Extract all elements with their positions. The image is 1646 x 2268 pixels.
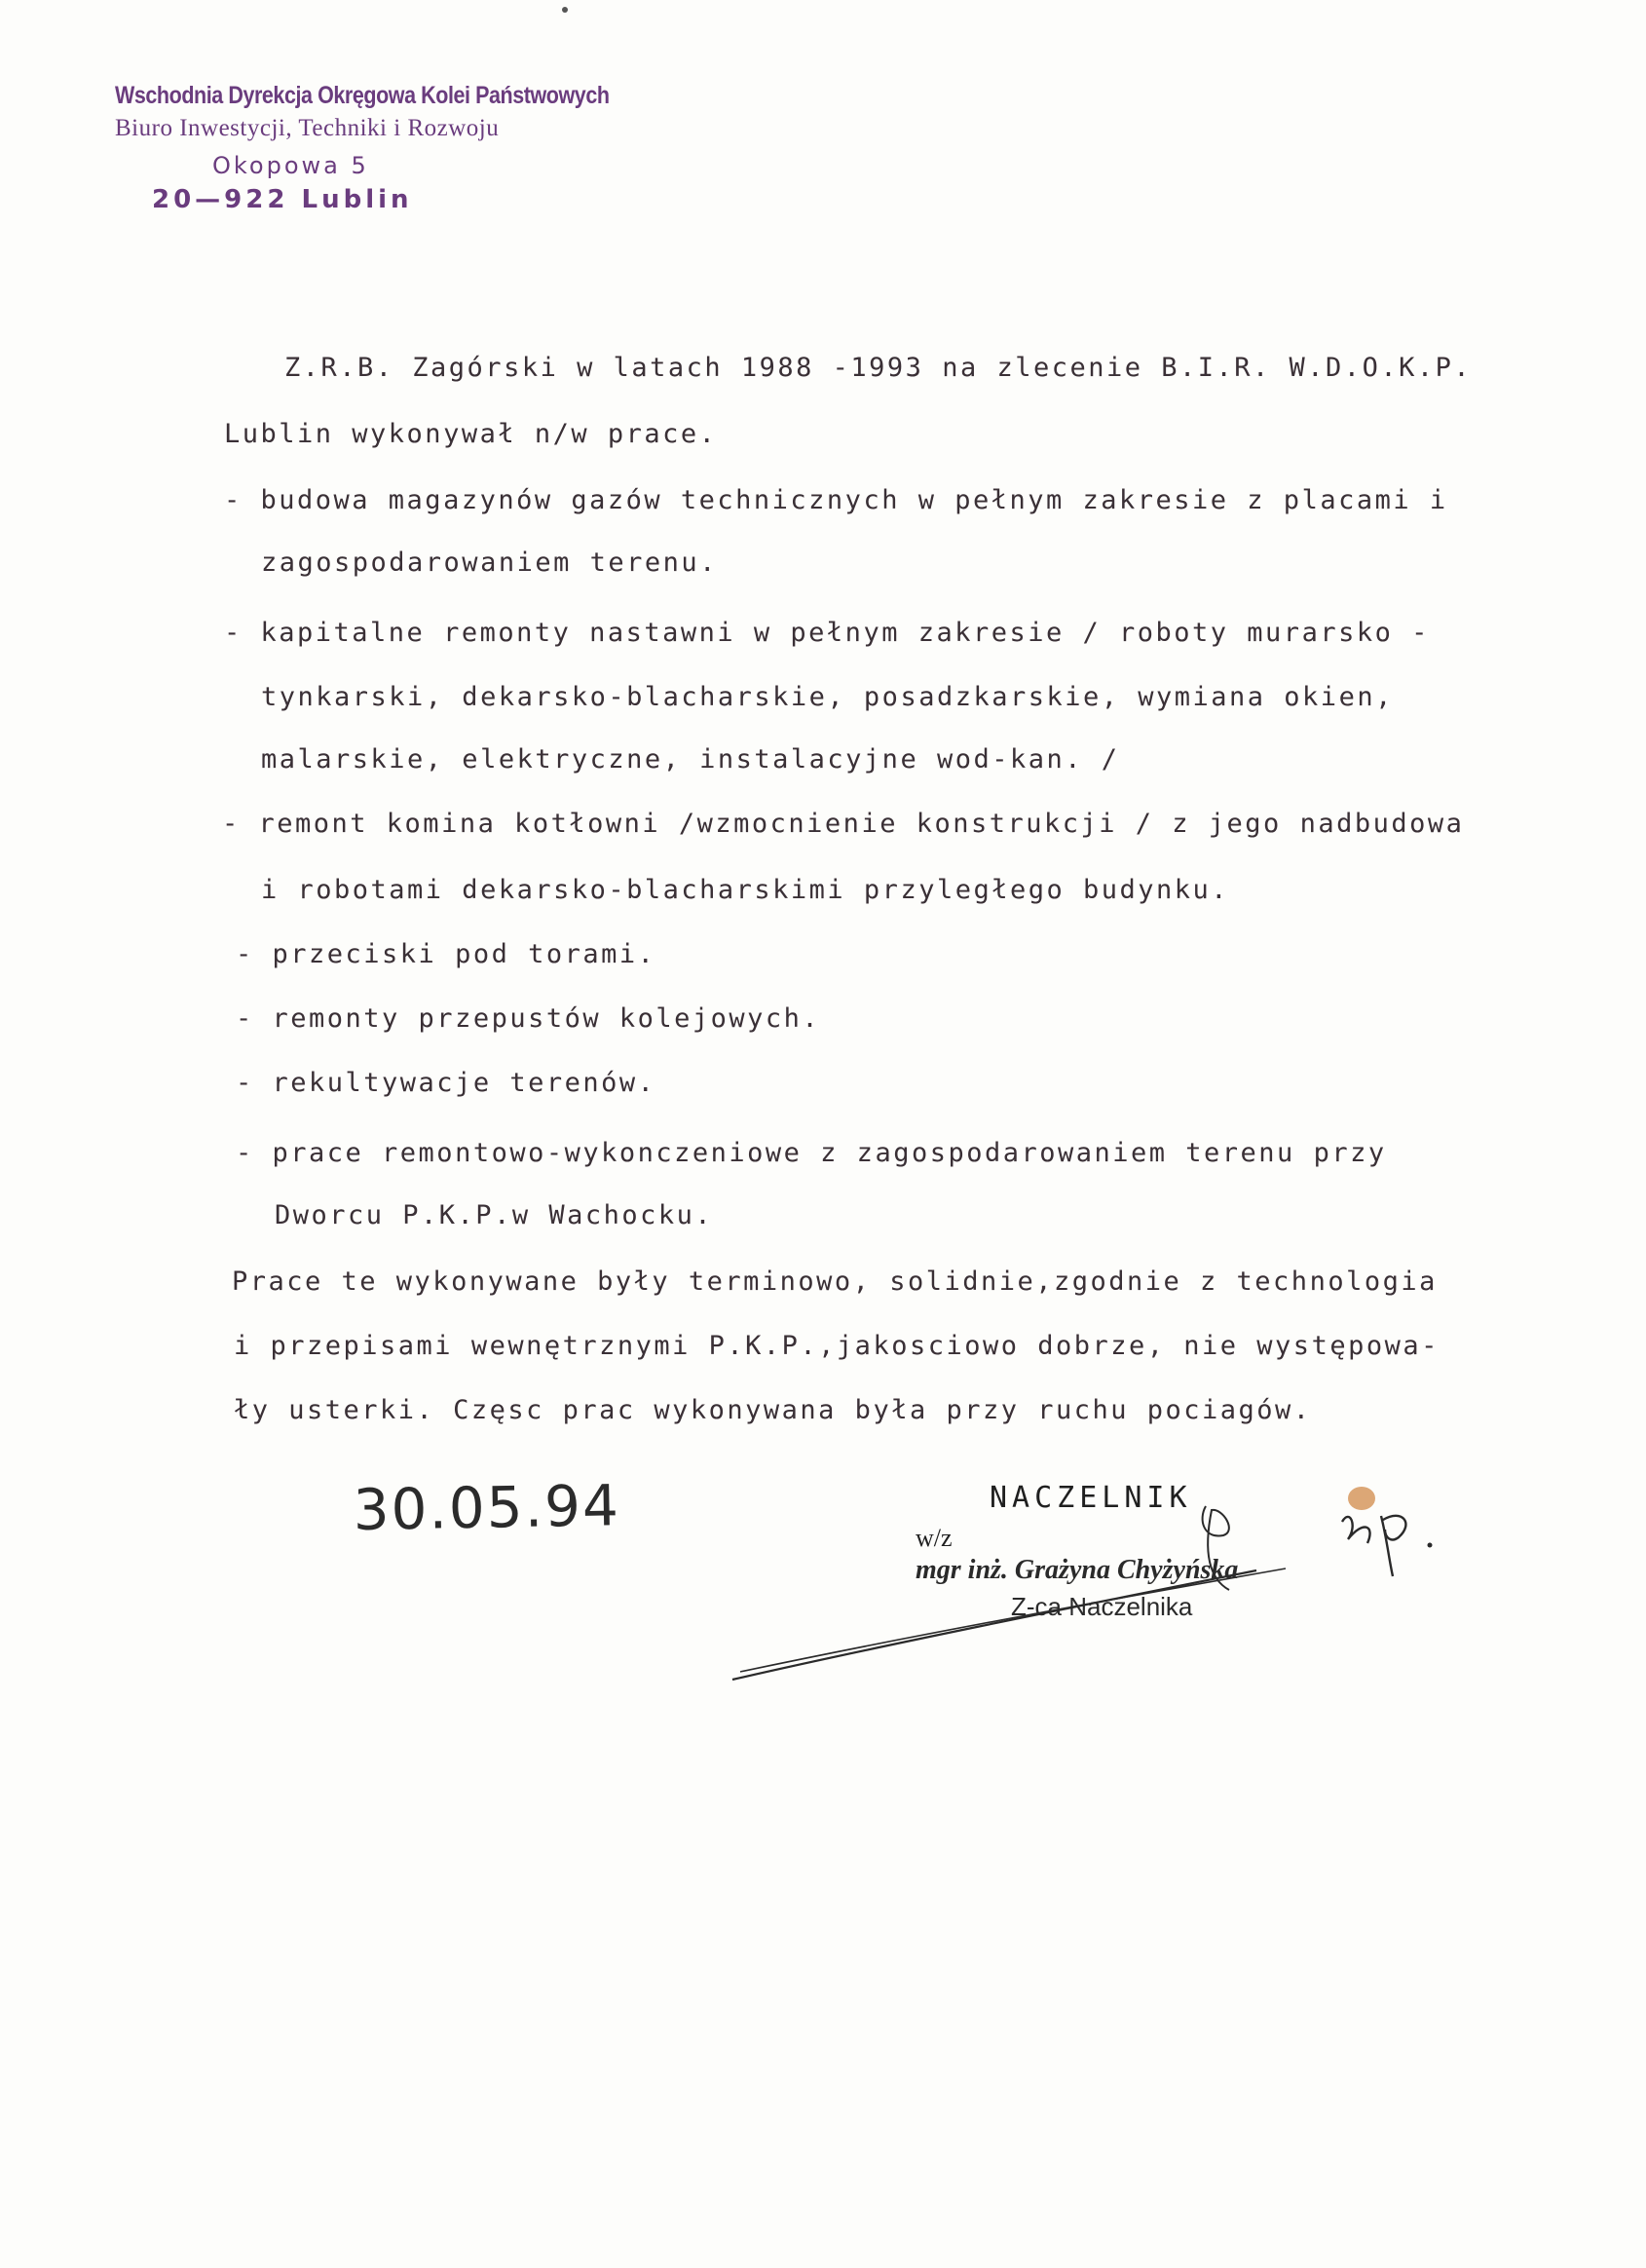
letterhead-stamp-line3: Okopowa 5 — [212, 152, 369, 179]
body-line: i robotami dekarsko-blacharskimi przyległego budynku. — [261, 875, 1230, 905]
body-line: tynkarski, dekarsko-blacharskie, posadzkarskie, wymiana okien, — [261, 682, 1394, 712]
handwritten-date: 30.05.94 — [353, 1472, 621, 1543]
signature-role: Z-ca Naczelnika — [1011, 1592, 1193, 1621]
body-line: malarskie, elektryczne, instalacyjne wod-kan. / — [261, 744, 1120, 775]
letterhead-stamp-line2: Biuro Inwestycji, Techniki i Rozwoju — [115, 115, 500, 141]
body-line: ły usterki. Częsc prac wykonywana była przy ruchu pociagów. — [234, 1395, 1312, 1425]
body-line: zagospodarowaniem terenu. — [261, 548, 718, 578]
body-line: Dworcu P.K.P.w Wachocku. — [275, 1200, 714, 1230]
body-line: - kapitalne remonty nastawni w pełnym zakresie / roboty murarsko - — [224, 618, 1430, 648]
body-line: - rekultywacje terenów. — [236, 1068, 656, 1098]
letterhead-stamp-line1: Wschodnia Dyrekcja Okręgowa Kolei Państwowych — [115, 82, 610, 109]
body-line: - remonty przepustów kolejowych. — [236, 1003, 821, 1034]
signature-wz: w/z — [916, 1524, 953, 1552]
body-line: - przeciski pod torami. — [236, 939, 656, 969]
body-line: Prace te wykonywane były terminowo, solidnie,zgodnie z technologia — [232, 1266, 1438, 1297]
body-line: - remont komina kotłowni /wzmocnienie konstrukcji / z jego nadbudowa — [222, 809, 1465, 839]
body-line: - budowa magazynów gazów technicznych w pełnym zakresie z placami i — [224, 485, 1448, 515]
letterhead-stamp-line4: 20—922 Lublin — [152, 185, 413, 214]
body-line: i przepisami wewnętrznymi P.K.P.,jakosciowo dobrze, nie występowa- — [234, 1331, 1440, 1361]
signature-name: mgr inż. Grażyna Chyżyńska — [916, 1555, 1239, 1585]
stain-mark — [1348, 1487, 1375, 1510]
body-line: Z.R.B. Zagórski w latach 1988 -1993 na zlecenie B.I.R. W.D.O.K.P. — [284, 353, 1473, 383]
signature-title: NACZELNIK — [990, 1481, 1192, 1515]
body-line: - prace remontowo-wykonczeniowe z zagospodarowaniem terenu przy — [236, 1138, 1387, 1168]
body-line: Lublin wykonywał n/w prace. — [224, 419, 718, 449]
